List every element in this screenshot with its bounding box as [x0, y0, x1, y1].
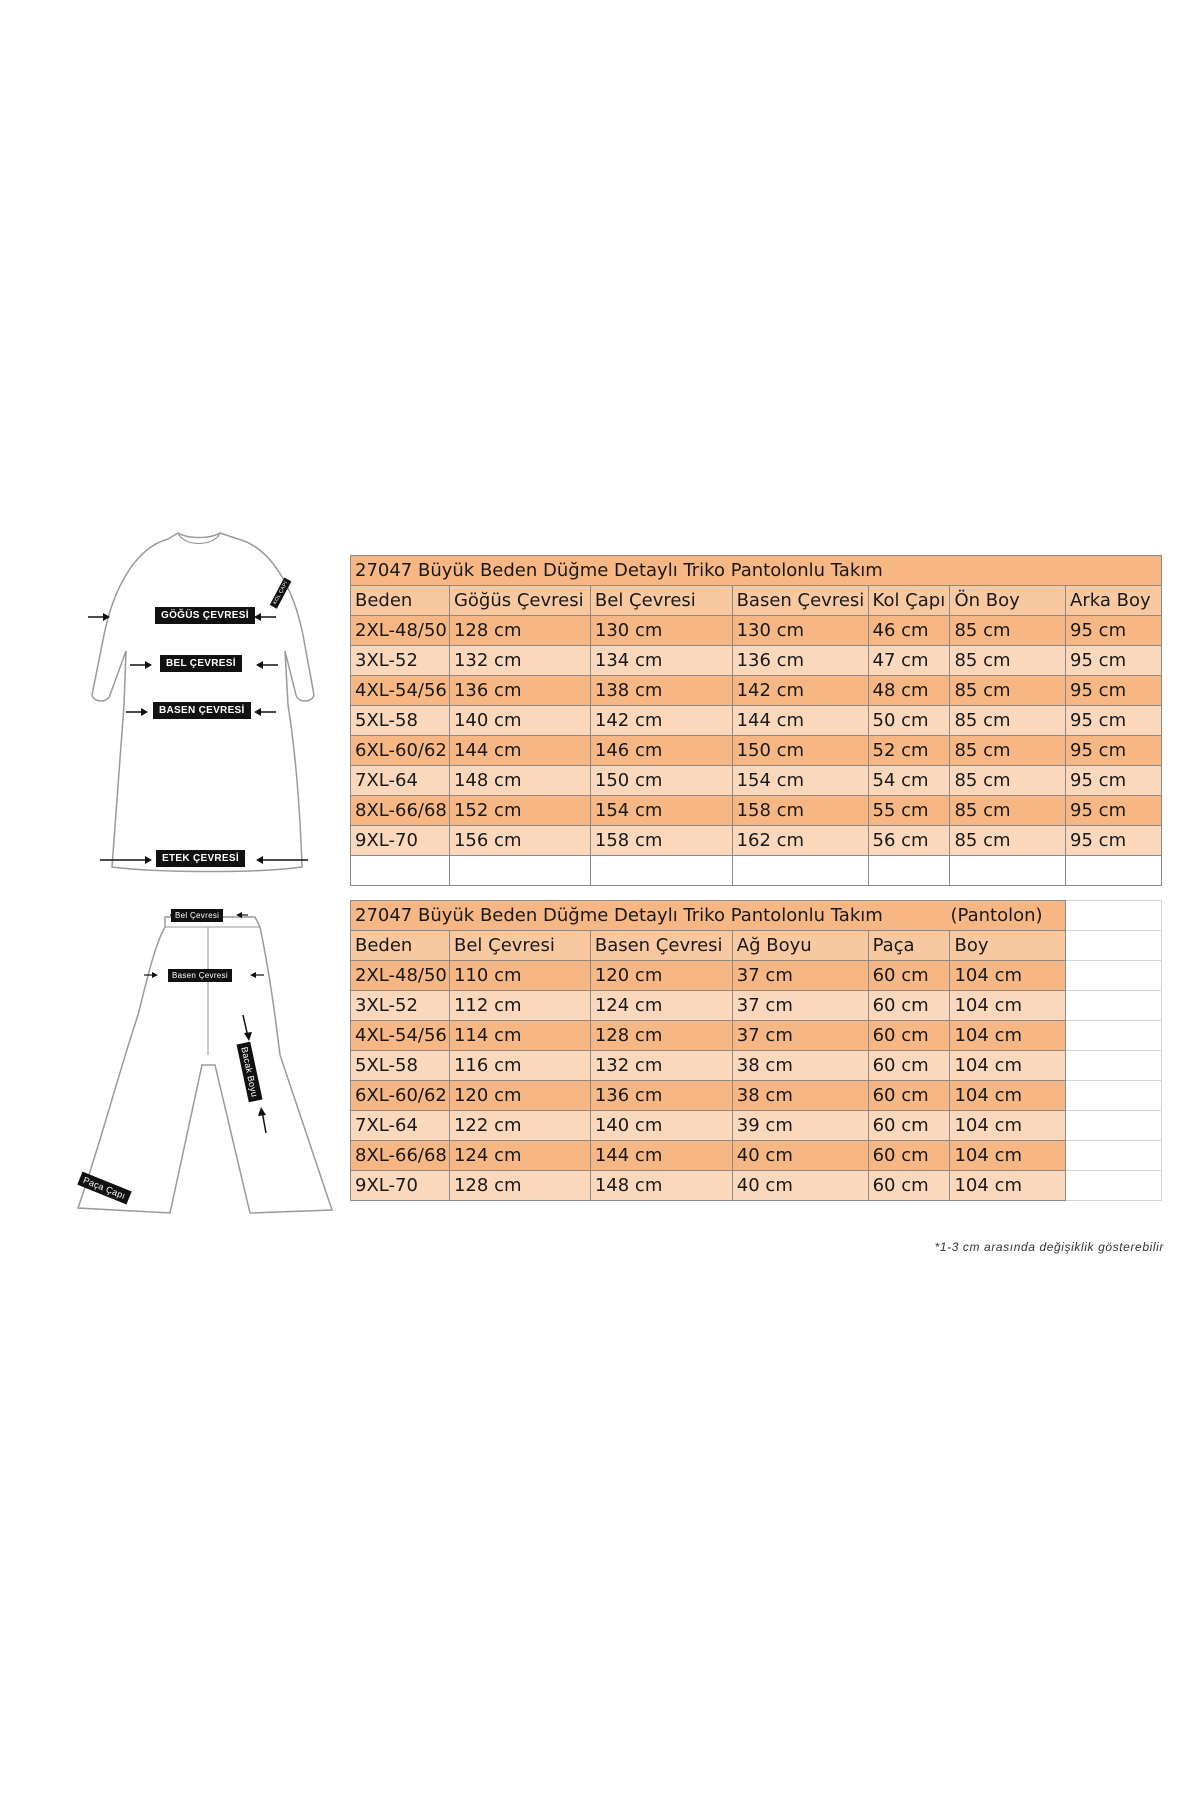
pants-header-row-cell: Bel Çevresi	[449, 931, 590, 961]
top-table-row-cell: 142 cm	[732, 676, 868, 706]
top-table-row-cell: 95 cm	[1066, 616, 1162, 646]
top-table-row-cell: 156 cm	[449, 826, 590, 856]
top-table-row-cell: 56 cm	[868, 826, 950, 856]
empty-cell	[590, 856, 732, 886]
pants-table-title	[351, 901, 1066, 931]
top-table-row	[351, 616, 1162, 646]
pants-table-row-cell: 148 cm	[590, 1171, 732, 1201]
top-table-row-cell: 128 cm	[449, 616, 590, 646]
top-table-row-cell: 95 cm	[1066, 736, 1162, 766]
top-table-row-cell: 48 cm	[868, 676, 950, 706]
top-table-row-cell: 144 cm	[732, 706, 868, 736]
top-header-row-cell: Bel Çevresi	[590, 586, 732, 616]
pants-table-row-cell: 8XL-66/68	[351, 1141, 450, 1171]
empty-cell	[1066, 901, 1162, 931]
top-table-row-cell: 85 cm	[950, 646, 1066, 676]
empty-cell	[1066, 991, 1162, 1021]
pants-table-row-cell: 9XL-70	[351, 1171, 450, 1201]
top-table-row-cell: 54 cm	[868, 766, 950, 796]
empty-cell	[1066, 1021, 1162, 1051]
pants-table-row-cell: 104 cm	[950, 991, 1066, 1021]
top-table-row	[351, 646, 1162, 676]
top-table-row-cell: 7XL-64	[351, 766, 450, 796]
top-table-row-cell: 142 cm	[590, 706, 732, 736]
pants-table-row	[351, 961, 1162, 991]
empty-cell	[950, 856, 1066, 886]
top-header-row-cell: Göğüs Çevresi	[449, 586, 590, 616]
pants-table-row-cell: 37 cm	[732, 961, 868, 991]
top-table-row-cell: 95 cm	[1066, 766, 1162, 796]
pants-table-row-cell: 60 cm	[868, 1111, 950, 1141]
pants-table-row	[351, 1141, 1162, 1171]
hem-label: ETEK ÇEVRESİ	[156, 850, 245, 867]
pants-table-row-cell: 38 cm	[732, 1081, 868, 1111]
hem-width-label: Paça Çapı	[77, 1172, 131, 1205]
top-table-row-cell: 85 cm	[950, 766, 1066, 796]
empty-cell	[868, 856, 950, 886]
top-table-row-cell: 150 cm	[732, 736, 868, 766]
top-table-row-cell: 47 cm	[868, 646, 950, 676]
pants-outline	[70, 905, 340, 1225]
top-table-title: 27047 Büyük Beden Düğme Detaylı Triko Pantolonlu Takım	[351, 556, 1162, 586]
top-table-row-cell: 85 cm	[950, 706, 1066, 736]
pants-table-row	[351, 1021, 1162, 1051]
top-header-row-cell: Basen Çevresi	[732, 586, 868, 616]
pants-header-row	[351, 931, 1162, 961]
top-table-row	[351, 766, 1162, 796]
empty-cell	[1066, 961, 1162, 991]
top-header-row-cell: Ön Boy	[950, 586, 1066, 616]
top-table-row-cell: 136 cm	[449, 676, 590, 706]
pants-table-row-cell: 5XL-58	[351, 1051, 450, 1081]
empty-cell	[1066, 856, 1162, 886]
pants-table-row-cell: 140 cm	[590, 1111, 732, 1141]
top-table-row-cell: 146 cm	[590, 736, 732, 766]
pants-table-row-cell: 60 cm	[868, 1021, 950, 1051]
top-table-row-cell: 85 cm	[950, 676, 1066, 706]
pants-table-row-cell: 144 cm	[590, 1141, 732, 1171]
top-table-row-cell: 5XL-58	[351, 706, 450, 736]
pants-table-row-cell: 110 cm	[449, 961, 590, 991]
top-table-row-cell: 95 cm	[1066, 676, 1162, 706]
top-table-row-cell: 85 cm	[950, 796, 1066, 826]
top-table-row-cell: 134 cm	[590, 646, 732, 676]
top-table-row	[351, 796, 1162, 826]
top-table-row-cell: 140 cm	[449, 706, 590, 736]
pants-table-row-cell: 37 cm	[732, 1021, 868, 1051]
pants-title-text: 27047 Büyük Beden Düğme Detaylı Triko Pantolonlu Takım	[355, 905, 883, 926]
top-table-row-cell: 85 cm	[950, 826, 1066, 856]
pants-table-row-cell: 104 cm	[950, 1141, 1066, 1171]
pants-table-row-cell: 120 cm	[590, 961, 732, 991]
pants-table-row-cell: 128 cm	[590, 1021, 732, 1051]
top-table-row-cell: 52 cm	[868, 736, 950, 766]
pants-table-row-cell: 6XL-60/62	[351, 1081, 450, 1111]
top-table-row-cell: 158 cm	[732, 796, 868, 826]
top-garment-diagram	[60, 525, 350, 885]
top-table-row-cell: 148 cm	[449, 766, 590, 796]
pants-table-row-cell: 7XL-64	[351, 1111, 450, 1141]
pants-table-row-cell: 60 cm	[868, 1051, 950, 1081]
pants-table-row-cell: 60 cm	[868, 1141, 950, 1171]
top-table-row-cell: 150 cm	[590, 766, 732, 796]
pants-table-row-cell: 104 cm	[950, 1051, 1066, 1081]
waist-label: BEL ÇEVRESİ	[160, 655, 242, 672]
top-table-row-cell: 85 cm	[950, 616, 1066, 646]
pants-table-row-cell: 120 cm	[449, 1081, 590, 1111]
footnote: *1-3 cm arasında değişiklik gösterebilir	[934, 1240, 1164, 1254]
pants-table-row-cell: 104 cm	[950, 1111, 1066, 1141]
top-table-row-cell: 6XL-60/62	[351, 736, 450, 766]
top-table-row-cell: 136 cm	[732, 646, 868, 676]
empty-cell	[732, 856, 868, 886]
top-table-row-cell: 95 cm	[1066, 796, 1162, 826]
pants-table-row-cell: 4XL-54/56	[351, 1021, 450, 1051]
empty-cell	[1066, 1171, 1162, 1201]
pants-table-row-cell: 104 cm	[950, 1171, 1066, 1201]
top-table-row-cell: 55 cm	[868, 796, 950, 826]
pants-waist-label: Bel Çevresi	[171, 909, 223, 922]
pants-header-row-cell: Paça	[868, 931, 950, 961]
top-table-row-cell: 4XL-54/56	[351, 676, 450, 706]
empty-cell	[1066, 1051, 1162, 1081]
top-table-row-cell: 162 cm	[732, 826, 868, 856]
pants-table-row	[351, 1111, 1162, 1141]
pants-table-row-cell: 40 cm	[732, 1171, 868, 1201]
pants-table-row-cell: 128 cm	[449, 1171, 590, 1201]
pants-table-row-cell: 124 cm	[590, 991, 732, 1021]
top-table-row-cell: 46 cm	[868, 616, 950, 646]
pants-table-row-cell: 39 cm	[732, 1111, 868, 1141]
pants-table-row	[351, 1081, 1162, 1111]
sleeve-width-label: KOL ÇAPI	[270, 577, 292, 608]
pants-table-row-cell: 104 cm	[950, 1081, 1066, 1111]
top-table-row	[351, 706, 1162, 736]
pants-table-row-cell: 60 cm	[868, 961, 950, 991]
pants-table-row	[351, 991, 1162, 1021]
top-table-row	[351, 676, 1162, 706]
pants-table-row-cell: 132 cm	[590, 1051, 732, 1081]
pants-table-row	[351, 1171, 1162, 1201]
top-table-row-cell: 95 cm	[1066, 706, 1162, 736]
pants-header-row-cell: Ağ Boyu	[732, 931, 868, 961]
pants-table-row-cell: 2XL-48/50	[351, 961, 450, 991]
empty-cell	[1066, 931, 1162, 961]
pants-table-row-cell: 104 cm	[950, 961, 1066, 991]
pants-size-table	[350, 900, 1162, 1201]
empty-cell	[1066, 1111, 1162, 1141]
top-table-row-cell: 138 cm	[590, 676, 732, 706]
pants-table-row-cell: 38 cm	[732, 1051, 868, 1081]
top-table-row-cell: 152 cm	[449, 796, 590, 826]
top-header-row-cell: Beden	[351, 586, 450, 616]
top-table-row-cell: 95 cm	[1066, 826, 1162, 856]
top-table-row-cell: 130 cm	[732, 616, 868, 646]
pants-table-row-cell: 114 cm	[449, 1021, 590, 1051]
pants-table-row-cell: 122 cm	[449, 1111, 590, 1141]
pants-table-row-cell: 124 cm	[449, 1141, 590, 1171]
top-table-row	[351, 826, 1162, 856]
top-table-row-cell: 154 cm	[732, 766, 868, 796]
pants-table-row-cell: 37 cm	[732, 991, 868, 1021]
pants-diagram	[70, 905, 340, 1225]
top-header-row-cell: Arka Boy	[1066, 586, 1162, 616]
top-header-row-cell: Kol Çapı	[868, 586, 950, 616]
top-table-row-cell: 154 cm	[590, 796, 732, 826]
chest-label: GÖĞÜS ÇEVRESİ	[155, 607, 255, 624]
pants-header-row-cell: Beden	[351, 931, 450, 961]
top-table-row-cell: 50 cm	[868, 706, 950, 736]
pants-table-row-cell: 60 cm	[868, 1081, 950, 1111]
top-table-row-cell: 95 cm	[1066, 646, 1162, 676]
pants-hip-label: Basen Çevresi	[168, 969, 232, 982]
top-table-row-cell: 132 cm	[449, 646, 590, 676]
pants-table-row-cell: 3XL-52	[351, 991, 450, 1021]
top-header-row	[351, 586, 1162, 616]
empty-cell	[1066, 1141, 1162, 1171]
pants-table-row-cell: 136 cm	[590, 1081, 732, 1111]
top-table-row-cell: 3XL-52	[351, 646, 450, 676]
pants-header-row-cell: Basen Çevresi	[590, 931, 732, 961]
top-table-row-cell: 144 cm	[449, 736, 590, 766]
pants-header-row-cell: Boy	[950, 931, 1066, 961]
empty-cell	[351, 856, 450, 886]
leg-length-label: Bacak Boyu	[237, 1042, 263, 1103]
blank-row	[351, 856, 1162, 886]
top-table-row	[351, 736, 1162, 766]
pants-title-suffix: (Pantolon)	[950, 905, 1043, 926]
hip-label: BASEN ÇEVRESİ	[153, 702, 251, 719]
top-table-row-cell: 85 cm	[950, 736, 1066, 766]
empty-cell	[449, 856, 590, 886]
pants-table-row-cell: 116 cm	[449, 1051, 590, 1081]
pants-table-row-cell: 60 cm	[868, 1171, 950, 1201]
top-table-row-cell: 158 cm	[590, 826, 732, 856]
top-size-table	[350, 555, 1162, 886]
pants-table-row-cell: 40 cm	[732, 1141, 868, 1171]
top-table-row-cell: 8XL-66/68	[351, 796, 450, 826]
pants-table-row-cell: 112 cm	[449, 991, 590, 1021]
top-table-row-cell: 2XL-48/50	[351, 616, 450, 646]
pants-table-row	[351, 1051, 1162, 1081]
pants-table-row-cell: 60 cm	[868, 991, 950, 1021]
empty-cell	[1066, 1081, 1162, 1111]
top-table-row-cell: 9XL-70	[351, 826, 450, 856]
top-table-row-cell: 130 cm	[590, 616, 732, 646]
pants-table-row-cell: 104 cm	[950, 1021, 1066, 1051]
